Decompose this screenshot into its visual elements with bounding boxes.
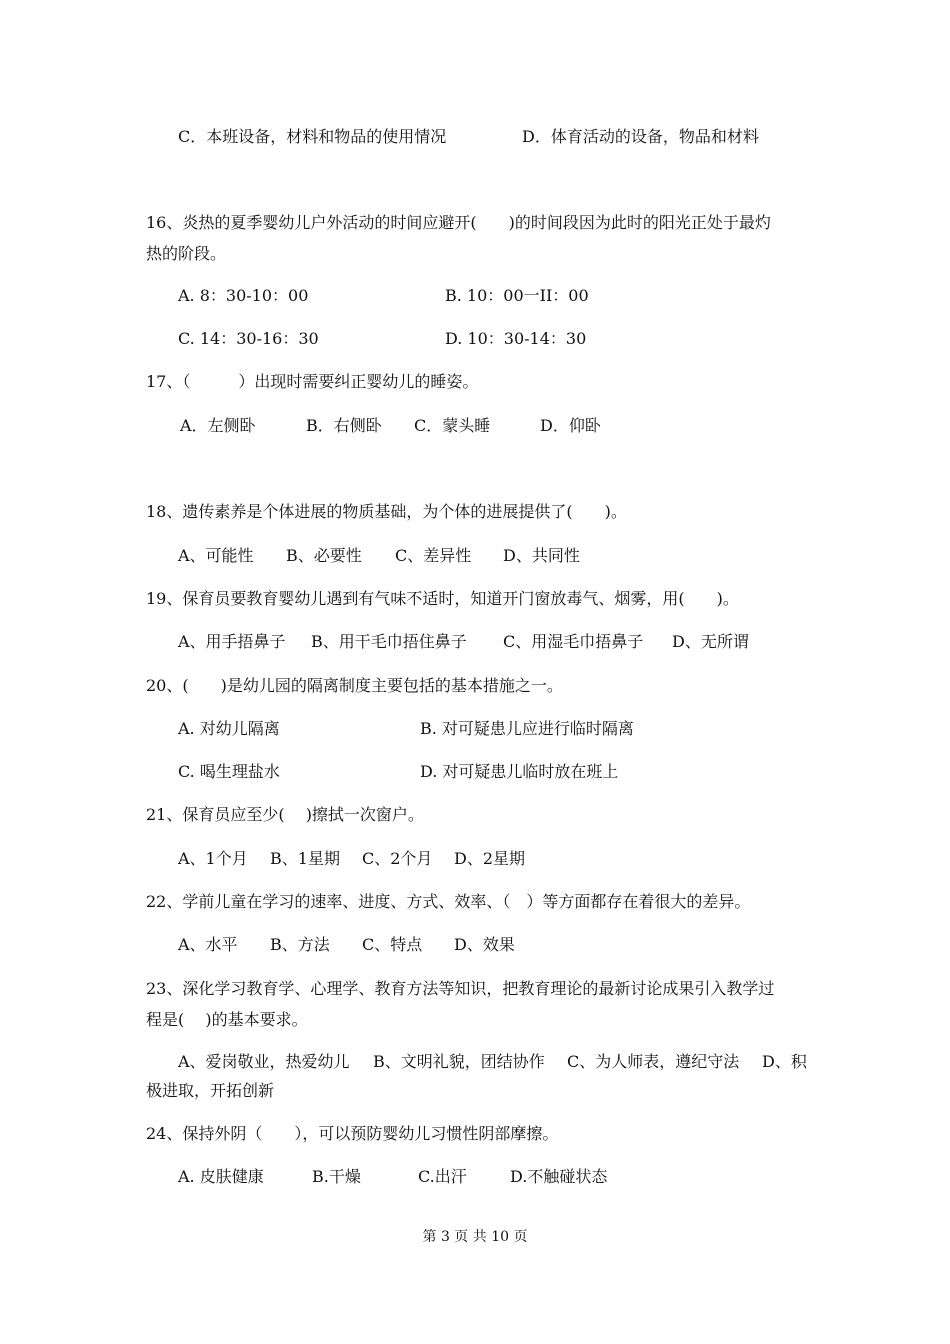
q21-option-c: C、2个月 xyxy=(362,849,433,868)
q24-option-d: D.不触碰状态 xyxy=(510,1167,608,1186)
question-16-text: 16、炎热的夏季婴幼儿户外活动的时间应避开( )的时间段因为此时的阳光正处于最灼 xyxy=(146,213,771,232)
option-d: D．体育活动的设备，物品和材料 xyxy=(522,127,759,146)
question-20-text: 20、( )是幼儿园的隔离制度主要包括的基本措施之一。 xyxy=(146,676,563,695)
q18-option-c: C、差异性 xyxy=(395,546,472,565)
q19-option-b: B、用干毛巾捂住鼻子 xyxy=(311,632,467,651)
question-16-text-cont: 热的阶段。 xyxy=(146,244,227,263)
q22-option-c: C、特点 xyxy=(362,935,423,954)
q20-option-a: A. 对幼儿隔离 xyxy=(178,719,280,738)
question-22-text: 22、学前儿童在学习的速率、进度、方式、效率、（ ）等方面都存在着很大的差异。 xyxy=(146,892,751,911)
q24-option-c: C.出汗 xyxy=(418,1167,467,1186)
q17-option-c: C．蒙头睡 xyxy=(414,416,491,435)
q17-option-a: A．左侧卧 xyxy=(180,416,256,435)
question-21-text: 21、保育员应至少( )擦拭一次窗户。 xyxy=(146,805,424,824)
q24-option-b: B.干燥 xyxy=(312,1167,361,1186)
q22-option-a: A、水平 xyxy=(178,935,238,954)
q16-option-d: D. 10：30-14：30 xyxy=(445,329,587,348)
question-23-text: 23、深化学习教育学、心理学、教育方法等知识，把教育理论的最新讨论成果引入教学过 xyxy=(146,979,775,998)
q20-option-b: B. 对可疑患儿应进行临时隔离 xyxy=(420,719,634,738)
q21-option-b: B、1星期 xyxy=(270,849,340,868)
q21-option-d: D、2星期 xyxy=(454,849,526,868)
q16-option-a: A. 8：30-10：00 xyxy=(178,286,309,305)
q18-option-b: B、必要性 xyxy=(286,546,362,565)
q21-option-a: A、1个月 xyxy=(178,849,248,868)
q19-option-d: D、无所谓 xyxy=(672,632,749,651)
question-17-text: 17、（ ）出现时需要纠正婴幼儿的睡姿。 xyxy=(146,372,479,391)
q23-option-c: C、为人师表，遵纪守法 xyxy=(567,1052,740,1071)
page-footer: 第 3 页 共 10 页 xyxy=(422,1229,528,1245)
q19-option-c: C、用湿毛巾捂鼻子 xyxy=(503,632,644,651)
q22-option-d: D、效果 xyxy=(454,935,515,954)
q16-option-b: B. 10：00一II：00 xyxy=(445,286,589,305)
q19-option-a: A、用手捂鼻子 xyxy=(178,632,286,651)
question-18-text: 18、遗传素养是个体进展的物质基础，为个体的进展提供了( )。 xyxy=(146,502,627,521)
q23-option-a: A、爱岗敬业，热爱幼儿 xyxy=(178,1052,350,1071)
option-c: C．本班设备，材料和物品的使用情况 xyxy=(178,127,447,146)
q22-option-b: B、方法 xyxy=(270,935,330,954)
question-23-text-cont: 程是( )的基本要求。 xyxy=(146,1010,308,1029)
q18-option-d: D、共同性 xyxy=(503,546,580,565)
q20-option-c: C. 喝生理盐水 xyxy=(178,762,280,781)
q17-option-d: D．仰卧 xyxy=(540,416,601,435)
q18-option-a: A、可能性 xyxy=(178,546,254,565)
question-19-text: 19、保育员要教育婴幼儿遇到有气味不适时，知道开门窗放毒气、烟雾，用( )。 xyxy=(146,589,739,608)
q23-option-b: B、文明礼貌，团结协作 xyxy=(373,1052,545,1071)
q20-option-d: D. 对可疑患儿临时放在班上 xyxy=(420,762,619,781)
q16-option-c: C. 14：30-16：30 xyxy=(178,329,319,348)
q23-option-d: D、积 xyxy=(762,1052,807,1071)
q23-option-d-cont: 极进取，开拓创新 xyxy=(146,1081,275,1100)
question-24-text: 24、保持外阴（ ），可以预防婴幼儿习惯性阴部摩擦。 xyxy=(146,1124,559,1143)
q24-option-a: A. 皮肤健康 xyxy=(178,1167,264,1186)
q17-option-b: B．右侧卧 xyxy=(306,416,382,435)
